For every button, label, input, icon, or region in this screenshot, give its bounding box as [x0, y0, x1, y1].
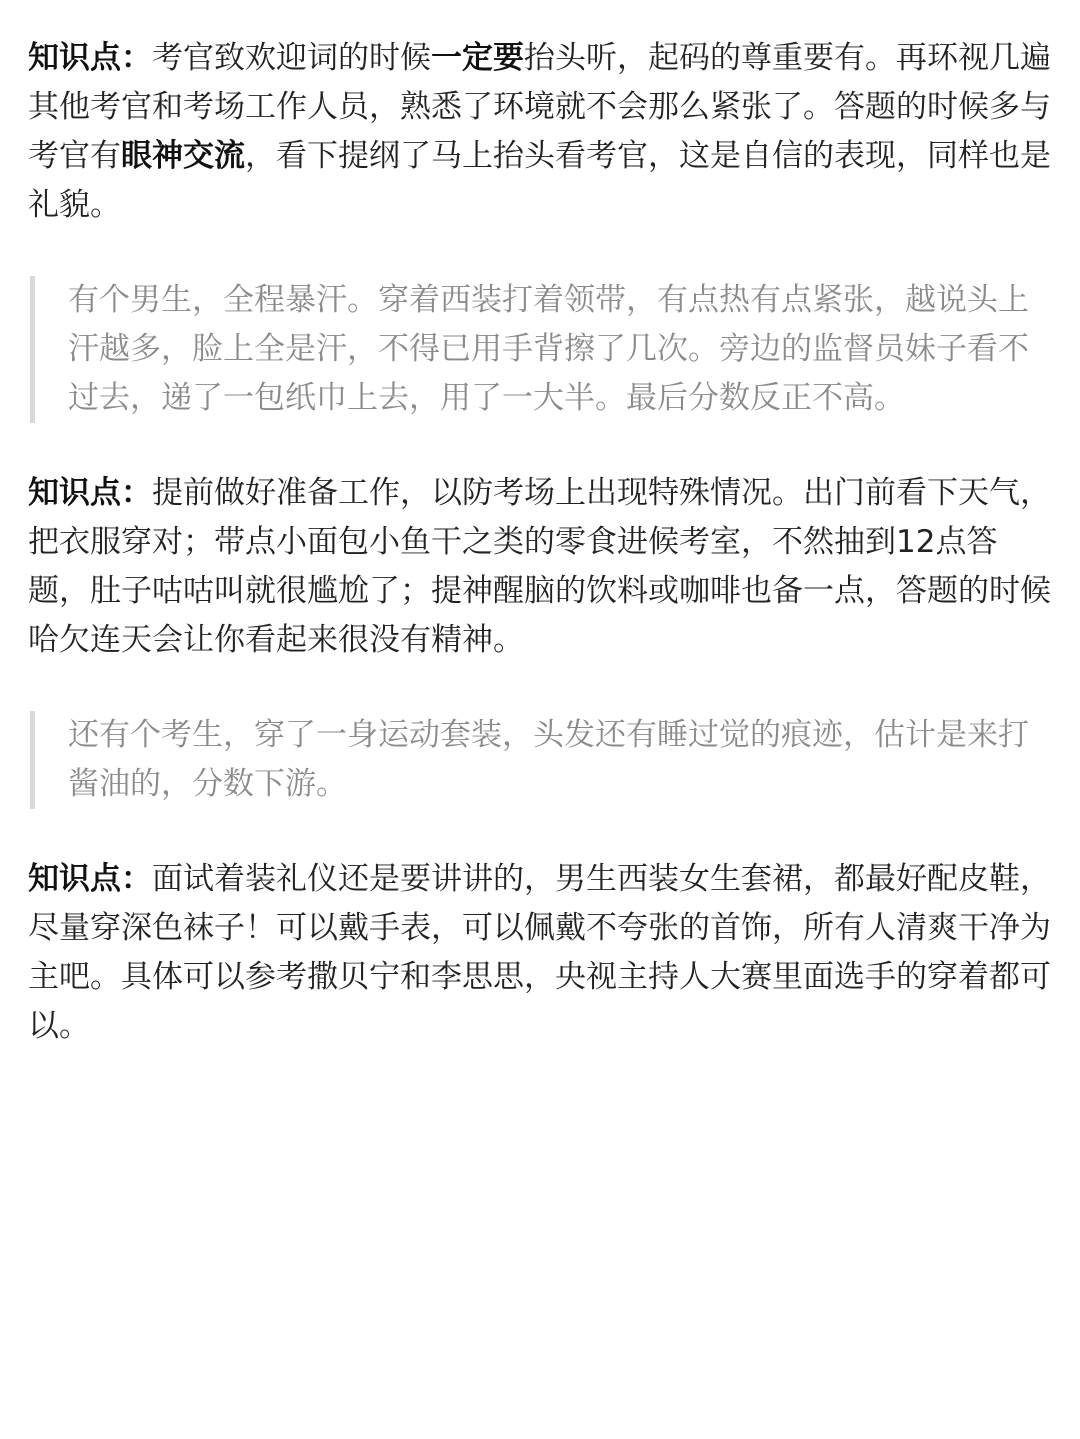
- text-run: 考官致欢迎词的时候: [152, 40, 431, 76]
- quote-text: 有个男生，全程暴汗。穿着西装打着领带，有点热有点紧张，越说头上汗越多，脸上全是汗，不得已用手背擦了几次。旁边的监督员妹子看不过去，递了一包纸巾上去，用了一大半。最后分数反正不高。: [68, 282, 1029, 416]
- text-run: ，看下提纲了马上抬头看考官，这是自信的表现，同样也是礼貌。: [28, 138, 1051, 223]
- tip-label: 知识点：: [28, 861, 152, 897]
- quote-text: 还有个考生，穿了一身运动套装，头发还有睡过觉的痕迹，估计是来打酱油的，分数下游。: [68, 717, 1029, 802]
- emphasis-text: 眼神交流: [121, 138, 245, 174]
- tip-paragraph-3: [28, 855, 1052, 1051]
- tip-label: 知识点：: [28, 475, 152, 511]
- text-run: 抬头听，起码的尊重要有。再环视几遍其他考官和考场工作人员，熟悉了环境就不会那么紧张了。答题的时候多与考官有: [28, 40, 1051, 174]
- text-run: 面试着装礼仪还是要讲讲的，男生西装女生套裙，都最好配皮鞋，尽量穿深色袜子！可以戴手表，可以佩戴不夸张的首饰，所有人清爽干净为主吧。具体可以参考撒贝宁和李思思，央视主持人大赛里面选手的穿着都可以。: [28, 861, 1051, 1044]
- tip-paragraph-1: [28, 34, 1052, 230]
- anecdote-quote-1: [30, 276, 1052, 423]
- tip-paragraph-2: [28, 469, 1052, 665]
- emphasis-text: 一定要: [431, 40, 524, 76]
- text-run: 提前做好准备工作，以防考场上出现特殊情况。出门前看下天气，把衣服穿对；带点小面包小鱼干之类的零食进候考室，不然抽到12点答题，肚子咕咕叫就很尴尬了；提神醒脑的饮料或咖啡也备一点，答题的时候哈欠连天会让你看起来很没有精神。: [28, 475, 1051, 658]
- anecdote-quote-2: [30, 711, 1052, 809]
- tip-label: 知识点：: [28, 40, 152, 76]
